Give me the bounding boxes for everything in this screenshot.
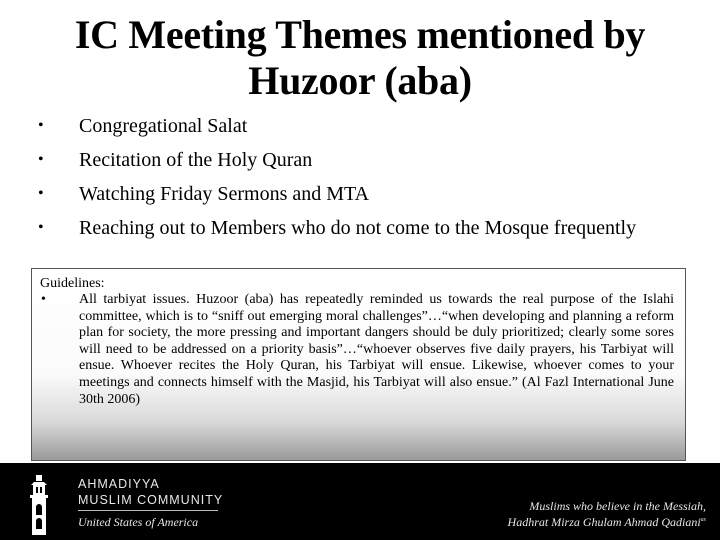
theme-item xyxy=(36,146,676,174)
tagline-honorific: as xyxy=(700,517,706,523)
org-name-line-1: AHMADIYYA xyxy=(78,477,160,491)
theme-text: Congregational Salat xyxy=(79,115,248,137)
theme-list xyxy=(36,112,676,248)
theme-text: Reaching out to Members who do not come to the Mosque frequently xyxy=(79,217,637,239)
bullet-glyph: • xyxy=(38,117,44,134)
guidelines-text: All tarbiyat issues. Huzoor (aba) has repeatedly reminded us towards the real purpose of the Islahi committee, which is to “sniff out emerging moral challenges”…“when developing and planning a reform plan for society, the more pressing and important dangers should be duly prioritized; clearly some sores will need to be addressed on a priority basis”…“whoever observes five daily prayers, his Tarbiyat will ensue. Whoever recites the Holy Quran, his Tarbiyat will ensue. Likewise, whoever comes to your meetings and connects himself with the Masjid, his Tarbiyat will also ensue.” (Al Fazl International June 30th 2006) xyxy=(79,292,674,407)
theme-text: Watching Friday Sermons and MTA xyxy=(79,183,370,205)
bullet-glyph: • xyxy=(41,292,46,307)
bullet-glyph: • xyxy=(38,219,44,236)
tagline-text: Hadhrat Mirza Ghulam Ahmad Qadiani xyxy=(507,515,701,529)
slide-title: IC Meeting Themes mentioned by Huzoor (aba) xyxy=(74,12,646,103)
org-divider xyxy=(78,510,218,511)
guidelines-heading: Guidelines: xyxy=(40,276,105,291)
theme-item xyxy=(36,180,676,208)
footer-banner xyxy=(0,463,720,540)
theme-item xyxy=(36,214,676,242)
bullet-glyph: • xyxy=(38,185,44,202)
bullet-glyph: • xyxy=(38,151,44,168)
org-name-line-2: MUSLIM COMMUNITY xyxy=(78,493,224,507)
guidelines-item xyxy=(40,292,674,408)
org-country: United States of America xyxy=(78,515,199,529)
tagline-line-1: Muslims who believe in the Messiah, xyxy=(529,499,706,513)
theme-text: Recitation of the Holy Quran xyxy=(79,149,313,171)
mosque-minaret-icon xyxy=(14,473,64,535)
tagline-line-2 xyxy=(508,515,706,530)
theme-item xyxy=(36,112,676,140)
guidelines-box xyxy=(31,268,686,461)
